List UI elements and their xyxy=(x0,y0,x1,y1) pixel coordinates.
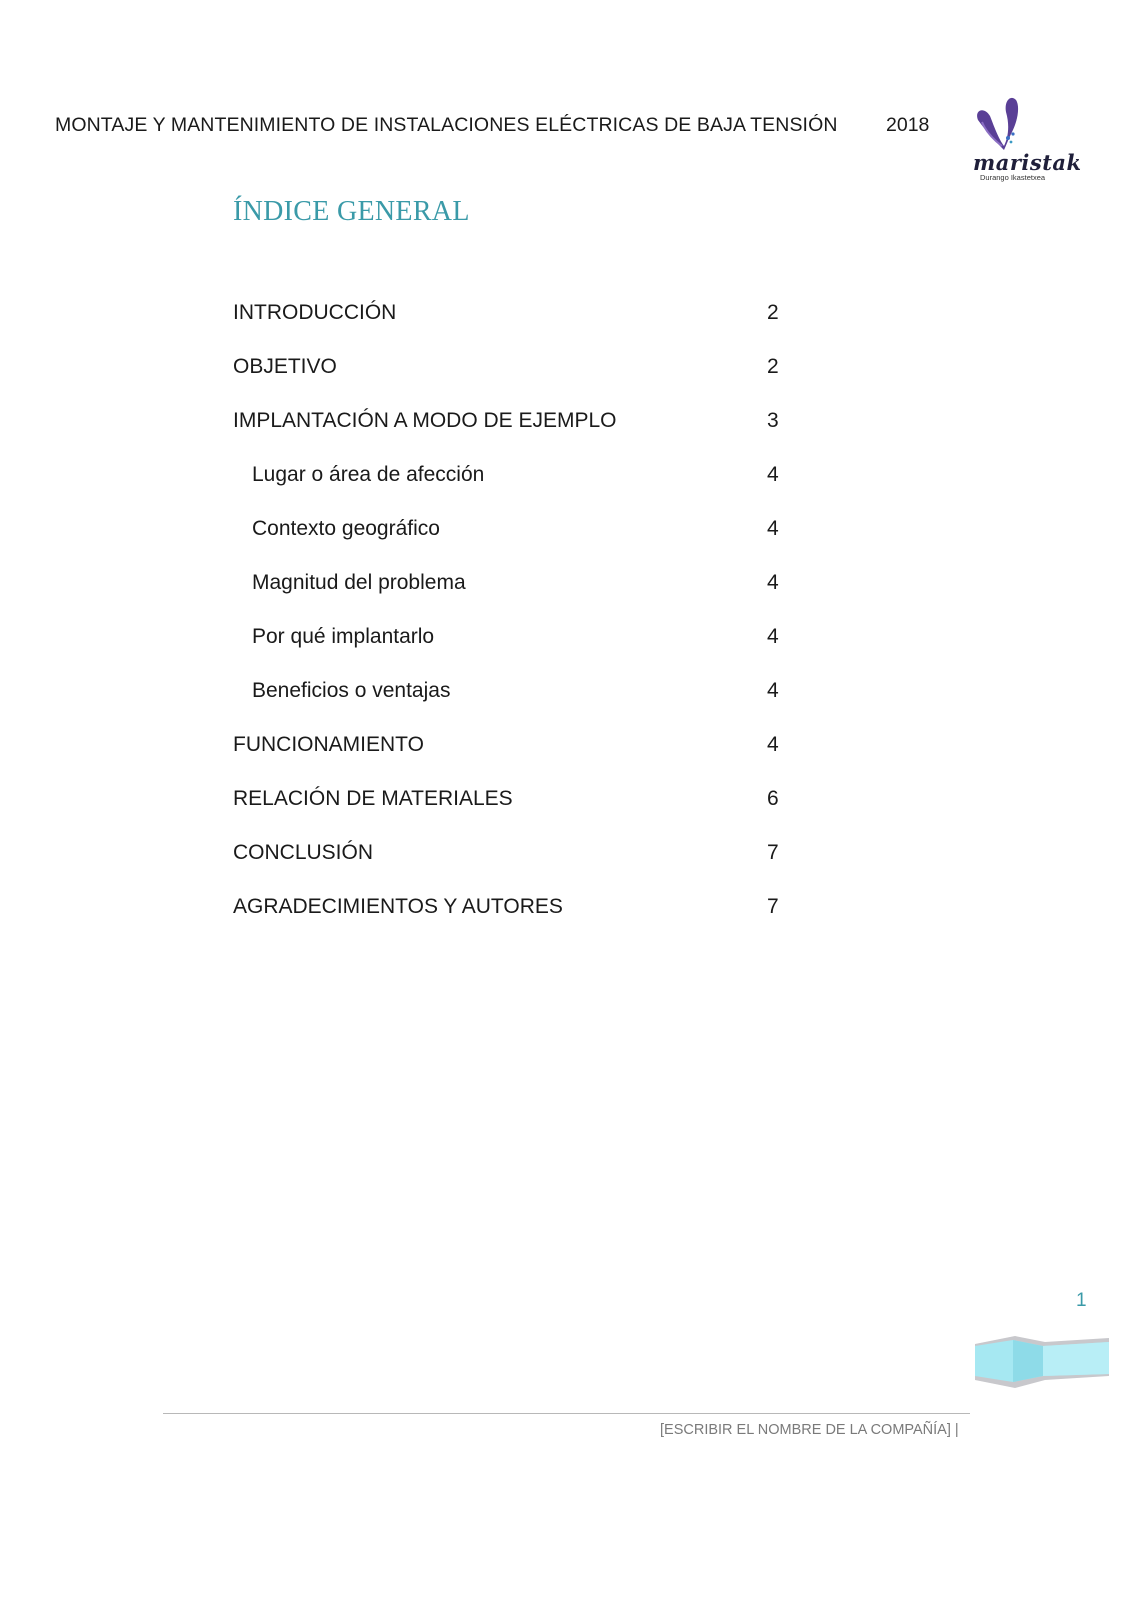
header-year: 2018 xyxy=(886,114,930,136)
toc-title: ÍNDICE GENERAL xyxy=(233,196,470,227)
toc-entry-page: 2 xyxy=(767,355,779,378)
toc-entry-page: 7 xyxy=(767,895,779,918)
toc-entry-label: AGRADECIMIENTOS Y AUTORES xyxy=(233,895,563,918)
toc-entry-page: 2 xyxy=(767,301,779,324)
toc-entry-label: INTRODUCCIÓN xyxy=(233,301,397,324)
page-number: 1 xyxy=(1076,1290,1087,1311)
toc-entry-label: Por qué implantarlo xyxy=(252,625,435,648)
toc-entry-label: Beneficios o ventajas xyxy=(252,679,451,702)
toc-entry-label: IMPLANTACIÓN A MODO DE EJEMPLO xyxy=(233,409,617,432)
toc-entry-page: 4 xyxy=(767,571,779,594)
footer-divider xyxy=(163,1413,970,1414)
logo-subtitle: Durango Ikastetxea xyxy=(980,173,1046,182)
toc-entry-label: Magnitud del problema xyxy=(252,571,466,594)
toc-entry-label: FUNCIONAMIENTO xyxy=(233,733,424,756)
footer-ribbon-graphic xyxy=(975,1332,1109,1388)
toc-entry-label: RELACIÓN DE MATERIALES xyxy=(233,787,513,810)
logo-wordmark: maristak xyxy=(973,150,1082,175)
toc-entry-page: 4 xyxy=(767,463,779,486)
toc-entry-page: 7 xyxy=(767,841,779,864)
toc-entry-page: 4 xyxy=(767,679,779,702)
header-title: MONTAJE Y MANTENIMIENTO DE INSTALACIONES ELÉCTRICAS DE BAJA TENSIÓN xyxy=(55,114,838,136)
toc-entry-label: CONCLUSIÓN xyxy=(233,841,374,864)
toc-entry-label: OBJETIVO xyxy=(233,355,337,378)
footer-company-name: [ESCRIBIR EL NOMBRE DE LA COMPAÑÍA] | xyxy=(660,1422,959,1438)
toc-entry-label: Contexto geográfico xyxy=(252,517,440,540)
toc-entry-page: 4 xyxy=(767,733,779,756)
toc-entry-label: Lugar o área de afección xyxy=(252,463,485,486)
toc-entry-page: 4 xyxy=(767,517,779,540)
toc-entry-page: 4 xyxy=(767,625,779,648)
toc-entry-page: 6 xyxy=(767,787,779,810)
toc-entry-page: 3 xyxy=(767,409,779,432)
